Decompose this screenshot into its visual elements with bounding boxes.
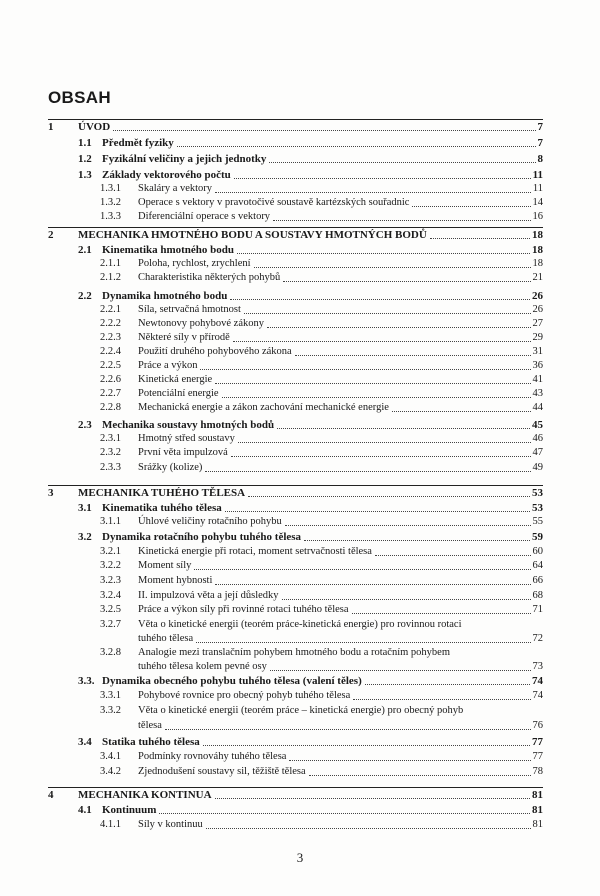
dot-leader [375,555,531,556]
dot-leader [233,341,531,342]
toc-entry-title: Dynamika obecného pohybu tuhého tělesa (valení těles) [102,675,362,687]
dot-leader [304,540,530,541]
page-number: 3 [296,850,304,865]
toc-entry-title: Moment hybnosti [138,575,213,586]
toc-entry-number: 3.2.3 [100,575,121,586]
toc-entry-title: Analogie mezi translačním pohybem hmotného bodu a rotačním pohybem [138,647,451,658]
toc-entry-number: 3.2.8 [100,647,121,658]
toc-entry-number: 3.2 [78,531,92,543]
toc-entry[interactable] [78,788,543,802]
toc-entry[interactable] [138,271,543,285]
toc-entry-title: Pohybové rovnice pro obecný pohyb tuhého tělesa [138,690,351,701]
toc-entry-page: 7 [537,121,543,133]
toc-entry-page: 55 [532,516,543,527]
toc-entry-title: Kinematika tuhého tělesa [102,502,222,514]
toc-entry[interactable] [138,618,543,632]
toc-entry[interactable] [138,432,543,446]
toc-entry-title: Podmínky rovnováhy tuhého tělesa [138,751,287,762]
toc-entry[interactable] [138,646,543,660]
toc-entry-number: 2.2.8 [100,402,121,413]
dot-leader [295,355,531,356]
toc-entry-title: Práce a výkon [138,360,198,371]
toc-entry-page: 18 [532,258,543,269]
toc-entry-title: II. impulzová věta a její důsledky [138,590,279,601]
toc-entry[interactable] [138,210,543,224]
toc-entry[interactable] [102,803,543,817]
toc-entry-number: 2.2.1 [100,304,121,315]
dot-leader [234,178,531,179]
toc-entry[interactable] [138,446,543,460]
toc-entry-title: Kinematika hmotného bodu [102,244,235,256]
toc-entry-page: 74 [532,690,543,701]
dot-leader [254,267,531,268]
toc-entry-title: Newtonovy pohybové zákony [138,318,264,329]
toc-entry-number: 2.2.5 [100,360,121,371]
toc-entry-page: 11 [532,183,543,194]
toc-entry-number: 2.3 [78,419,92,431]
toc-entry-title: Použití druhého pohybového zákona [138,346,292,357]
toc-entry-number: 3.3.1 [100,690,121,701]
dot-leader [215,584,530,585]
toc-entry-page: 59 [532,531,543,543]
toc-entry-title: Operace s vektory v pravotočivé soustavě kartézských souřadnic [138,197,410,208]
toc-entry-number: 2.3.1 [100,433,121,444]
toc-entry-number: 3.4.2 [100,766,121,777]
dot-leader [165,729,531,730]
toc-entry[interactable] [138,589,543,603]
toc-entry-continuation[interactable] [138,719,543,733]
toc-entry[interactable] [138,387,543,401]
toc-entry[interactable] [102,674,543,688]
toc-entry-number: 2.3.2 [100,447,121,458]
toc-entry-number: 4.1 [78,804,92,816]
dot-leader [200,369,530,370]
dot-leader [282,599,531,600]
toc-entry-title: Věta o kinetické energii (teorém práce-kinetická energie) pro rovinnou rotaci [138,619,462,630]
toc-entry-page: 18 [532,244,543,256]
toc-entry-title: Statika tuhého tělesa [102,736,200,748]
toc-entry[interactable] [138,603,543,617]
toc-entry-title: Dynamika hmotného bodu [102,290,228,302]
toc-entry[interactable] [138,559,543,573]
dot-leader [430,238,530,239]
toc-entry-title: Potenciální energie [138,388,219,399]
toc-entry-page: 14 [532,197,543,208]
toc-entry[interactable] [102,418,543,432]
toc-entry-number: 2.2.4 [100,346,121,357]
toc-entry-page: 26 [532,290,543,302]
toc-entry-number: 3.2.5 [100,604,121,615]
dot-leader [196,642,530,643]
toc-entry-page: 11 [532,169,543,181]
toc-entry[interactable] [78,120,543,134]
toc-entry[interactable] [138,345,543,359]
toc-entry[interactable] [102,530,543,544]
toc-entry-number: 3.2.1 [100,546,121,557]
toc-entry-title-continued: tělesa [138,720,162,731]
toc-entry-page: 46 [532,433,543,444]
toc-entry-number: 2.2.3 [100,332,121,343]
dot-leader [285,525,531,526]
toc-entry-number: 2.2.6 [100,374,121,385]
toc-entry-page: 41 [532,374,543,385]
toc-entry-page: 43 [532,388,543,399]
toc-entry-page: 81 [532,804,543,816]
dot-leader [273,220,530,221]
dot-leader [159,813,530,814]
dot-leader [267,327,531,328]
toc-entry-page: 73 [532,661,543,672]
toc-entry-number: 3.1.1 [100,516,121,527]
dot-leader [222,397,531,398]
toc-entry-title: MECHANIKA TUHÉHO TĚLESA [78,487,246,499]
toc-entry-title: Síly v kontinuu [138,819,203,830]
toc-entry[interactable] [138,196,543,210]
dot-leader [238,442,531,443]
toc-entry-page: 76 [532,720,543,731]
toc-entry[interactable] [138,303,543,317]
toc-entry[interactable] [138,317,543,331]
toc-entry-number: 3.3. [78,675,95,687]
toc-entry-number: 2 [48,229,54,241]
dot-leader [225,511,530,512]
toc-heading: OBSAH [48,88,111,107]
toc-entry-number: 2.1 [78,244,92,256]
toc-entry[interactable] [138,545,543,559]
toc-entry-page: 47 [532,447,543,458]
toc-entry-number: 2.2.2 [100,318,121,329]
toc-entry-page: 74 [532,675,543,687]
toc-entry[interactable] [138,373,543,387]
toc-entry[interactable] [138,359,543,373]
toc-entry-title: Mechanická energie a zákon zachování mechanické energie [138,402,389,413]
dot-leader [289,760,530,761]
toc-entry-title: Kinetická energie [138,374,213,385]
toc-entry-page: 81 [532,789,543,801]
dot-leader [244,313,531,314]
toc-entry[interactable] [78,486,543,500]
toc-entry-page: 66 [532,575,543,586]
toc-entry-number: 3.3.2 [100,705,121,716]
toc-entry-title: Poloha, rychlost, zrychlení [138,258,251,269]
toc-entry-page: 21 [532,272,543,283]
toc-entry[interactable] [138,750,543,764]
toc-entry-number: 2.1.1 [100,258,121,269]
toc-entry[interactable] [102,152,543,166]
dot-leader [215,383,530,384]
toc-entry-page: 18 [532,229,543,241]
toc-entry-title: Dynamika rotačního pohybu tuhého tělesa [102,531,302,543]
dot-leader [248,496,530,497]
toc-entry[interactable] [102,289,543,303]
toc-entry-title: Charakteristika některých pohybů [138,272,281,283]
toc-entry-number: 1.2 [78,153,92,165]
toc-entry-number: 2.2 [78,290,92,302]
toc-entry-title: Moment síly [138,560,192,571]
toc-entry-page: 29 [532,332,543,343]
toc-entry-number: 3 [48,487,54,499]
dot-leader [353,699,530,700]
toc-entry[interactable] [102,168,543,182]
toc-entry-title: MECHANIKA HMOTNÉHO BODU A SOUSTAVY HMOTNÝCH BODŮ [78,229,427,241]
toc-entry-title: Některé síly v přírodě [138,332,230,343]
toc-entry-title: Mechanika soustavy hmotných bodů [102,419,275,431]
toc-entry-title: Zjednodušení soustavy sil, těžiště tělesa [138,766,306,777]
toc-entry-number: 3.4 [78,736,92,748]
toc-entry-page: 27 [532,318,543,329]
toc-entry[interactable] [102,243,543,257]
toc-entry[interactable] [138,818,543,832]
toc-entry-number: 4.1.1 [100,819,121,830]
toc-entry-number: 2.2.7 [100,388,121,399]
toc-entry-title: Skaláry a vektory [138,183,213,194]
toc-entry-number: 4 [48,789,54,801]
toc-entry[interactable] [138,515,543,529]
toc-entry[interactable] [138,704,543,718]
toc-entry[interactable] [78,228,543,242]
toc-entry-page: 64 [532,560,543,571]
toc-entry-page: 71 [532,604,543,615]
toc-entry-title: Diferenciální operace s vektory [138,211,271,222]
toc-entry-continuation[interactable] [138,660,543,674]
toc-entry-page: 49 [532,462,543,473]
toc-entry-title: Fyzikální veličiny a jejich jednotky [102,153,267,165]
toc-entry-title: ÚVOD [78,121,111,133]
toc-entry[interactable] [102,501,543,515]
toc-entry-page: 77 [532,751,543,762]
toc-entry-page: 36 [532,360,543,371]
toc-entry-title: Srážky (kolize) [138,462,203,473]
toc-entry-page: 31 [532,346,543,357]
toc-entry[interactable] [138,689,543,703]
toc-entry-number: 1.3.1 [100,183,121,194]
toc-entry-title: Základy vektorového počtu [102,169,231,181]
toc-entry-title: Úhlové veličiny rotačního pohybu [138,516,282,527]
toc-entry-number: 2.1.2 [100,272,121,283]
dot-leader [309,775,531,776]
dot-leader [230,299,530,300]
toc-entry-title: Kontinuum [102,804,157,816]
toc-entry-page: 53 [532,502,543,514]
toc-entry-number: 1.3 [78,169,92,181]
toc-entry-page: 26 [532,304,543,315]
toc-entry-page: 53 [532,487,543,499]
dot-leader [215,192,531,193]
toc-entry-page: 60 [532,546,543,557]
toc-entry[interactable] [102,136,543,150]
dot-leader [215,798,530,799]
toc-entry-page: 8 [537,153,543,165]
toc-entry-page: 16 [532,211,543,222]
dot-leader [177,146,536,147]
toc-entry-number: 3.2.2 [100,560,121,571]
toc-entry[interactable] [138,765,543,779]
dot-leader [412,206,530,207]
dot-leader [194,569,530,570]
toc-entry-number: 3.2.4 [100,590,121,601]
toc-entry-title-continued: tuhého tělesa kolem pevné osy [138,661,267,672]
toc-entry-title: První věta impulzová [138,447,228,458]
dot-leader [237,253,530,254]
toc-entry-number: 1.3.3 [100,211,121,222]
toc-entry-page: 44 [532,402,543,413]
toc-entry[interactable] [102,735,543,749]
toc-entry[interactable] [138,257,543,271]
dot-leader [231,456,531,457]
dot-leader [277,428,530,429]
toc-entry-number: 1.1 [78,137,92,149]
toc-entry-page: 68 [532,590,543,601]
toc-entry-continuation[interactable] [138,632,543,646]
dot-leader [203,745,530,746]
toc-entry-title: Síla, setrvačná hmotnost [138,304,241,315]
toc-entry-page: 7 [537,137,543,149]
dot-leader [365,684,530,685]
toc-entry-number: 2.3.3 [100,462,121,473]
toc-entry-number: 3.2.7 [100,619,121,630]
toc-entry-title: Hmotný střed soustavy [138,433,235,444]
toc-entry-number: 1 [48,121,54,133]
toc-entry-title: Předmět fyziky [102,137,174,149]
toc-entry-title-continued: tuhého tělesa [138,633,194,644]
toc-entry[interactable] [138,574,543,588]
toc-entry[interactable] [138,182,543,196]
dot-leader [206,828,531,829]
toc-entry-title: Práce a výkon síly při rovinné rotaci tuhého tělesa [138,604,349,615]
toc-entry[interactable] [138,331,543,345]
dot-leader [283,281,530,282]
toc-entry[interactable] [138,461,543,475]
toc-entry-number: 3.4.1 [100,751,121,762]
dot-leader [352,613,531,614]
toc-entry-page: 81 [532,819,543,830]
toc-entry-title: Věta o kinetické energii (teorém práce – kinetická energie) pro obecný pohyb [138,705,464,716]
dot-leader [270,670,531,671]
toc-entry-number: 1.3.2 [100,197,121,208]
toc-entry-page: 78 [532,766,543,777]
toc-entry-page: 77 [532,736,543,748]
toc-entry-number: 3.1 [78,502,92,514]
toc-entry-title: MECHANIKA KONTINUA [78,789,212,801]
toc-entry-title: Kinetická energie při rotaci, moment setrvačnosti tělesa [138,546,372,557]
dot-leader [392,411,531,412]
toc-entry-page: 72 [532,633,543,644]
dot-leader [269,162,535,163]
toc-entry[interactable] [138,401,543,415]
dot-leader [205,471,530,472]
dot-leader [113,130,535,131]
toc-entry-page: 45 [532,419,543,431]
